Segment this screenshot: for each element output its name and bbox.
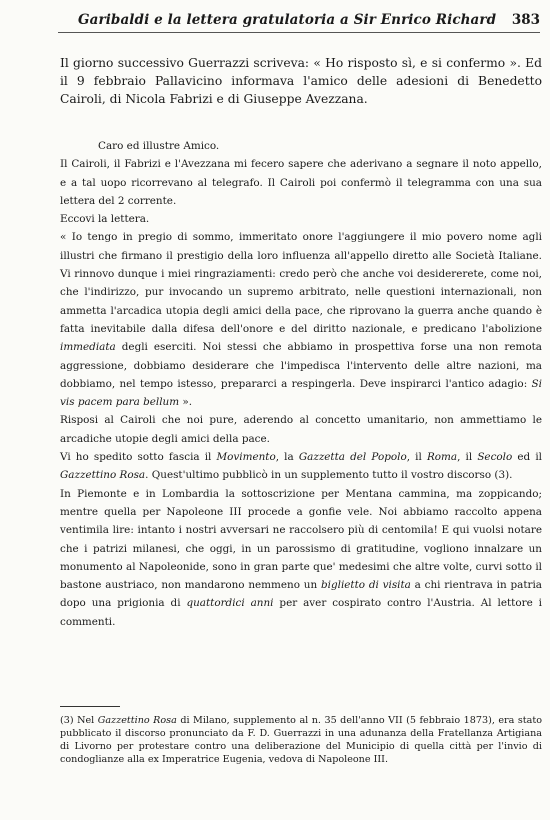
italic-emphasis: quattordici anni: [186, 597, 274, 610]
italic-emphasis: biglietto di visita: [321, 579, 411, 592]
text-span: ed il: [517, 451, 542, 464]
text-span: degli eserciti. Noi stessi che abbiamo in prospettiva forse una non remota aggressione, dobbiamo desiderare che l'impedisca l'intervento delle altre nazioni, ma dobbiamo, nel tempo istesso, prepararci a respingerla. Deve inspirarci l'antico adagio:: [60, 341, 542, 390]
letter-paragraph-6: [60, 485, 542, 631]
quoted-letter: [60, 137, 542, 631]
text-span: (3) Nel: [60, 715, 95, 726]
page-header: [58, 10, 540, 33]
newspaper-title: Gazzettino Rosa: [97, 715, 177, 726]
text-span: a chi rientrava in patria dopo una prigionia di: [60, 579, 542, 610]
letter-paragraph-1: Il Cairoli, il Fabrizi e l'Avezzana mi fecero sapere che aderivano a segnare il noto appello, e a tal uopo ricorrevano al telegrafo. Il Cairoli poi confermò il telegramma con una sua lettera del 2 corrente.: [60, 158, 542, 207]
letter-paragraph-5: [60, 448, 542, 485]
text-span: per aver cospirato contro l'Austria. Al lettore i commenti.: [60, 597, 542, 628]
latin-adage: Si vis pacem para bellum: [60, 377, 542, 409]
newspaper-title: Gazzetta del Popolo: [298, 451, 407, 464]
letter-paragraph-3: [60, 228, 542, 411]
text-span: , il: [457, 451, 473, 464]
running-title: Garibaldi e la lettera gratulatoria a Sir Enrico Richard: [78, 12, 497, 28]
italic-emphasis: immediata: [60, 341, 116, 354]
text-span: di Milano, supplemento al n. 35 dell'anno VII (5 febbraio 1873), era stato pubblicato il discorso pronunciato da F. D. Guerrazzi in una adunanza della Fratellanza Artigiana di Livorno per protestare contro una deliberazione del Municipio di quella città per l'invio di condoglianze alla ex Imperatrice Eugenia, vedova di Napoleone III.: [60, 715, 542, 765]
footnote-separator: [60, 706, 120, 707]
text-span: , la: [275, 451, 294, 464]
intro-text: Il giorno successivo Guerrazzi scriveva: « Ho risposto sì, e si confermo ». Ed il 9 febbraio Pallavicino informava l'amico delle adesioni di Benedetto Cairoli, di Nicola Fabrizi e di Giuseppe Avezzana.: [60, 56, 542, 106]
newspaper-title: Secolo: [477, 451, 513, 464]
text-span: « Io tengo in pregio di sommo, immeritato onore l'aggiungere il mio povero nome agli illustri che firmano il prestigio della loro influenza all'appello diretto alle Società Italiane. Vi rinnovo dunque i miei ringraziamenti: credo però che anche voi desidererete, come noi, che l'indirizzo, pur invocando un supremo arbitrato, nelle questioni internazionali, non ammetta l'arcadica utopia degli amici della pace, che riprovano la guerra anche quando è fatta inevitabile dalla difesa dell'onore e del diritto nazionale, e predicano l'abolizione: [60, 231, 542, 335]
footnote: [60, 714, 542, 766]
newspaper-title: Gazzettino Rosa: [60, 469, 146, 482]
letter-paragraph-4: Risposi al Cairoli che noi pure, aderendo al concetto umanitario, non ammettiamo le arcadiche utopie degli amici della pace.: [60, 414, 542, 445]
text-span: , il: [406, 451, 422, 464]
text-span: ».: [182, 396, 193, 409]
letter-salutation: Caro ed illustre Amico.: [98, 140, 220, 152]
newspaper-title: Movimento: [216, 451, 276, 464]
text-span: In Piemonte e in Lombardia la sottoscrizione per Mentana cammina, ma zoppicando; mentre quella per Napoleone III procede a gonfie vele. Noi abbiamo raccolto appena ventimila lire: intanto i nostri avversari ne raccolsero più di centomila! E qui vuolsi notare che i patrizi milanesi, che oggi, in un parossismo di gratitudine, vogliono innalzare un monumento al Napoleonide, sono in gran parte que' medesimi che altre volte, curvi sotto il bastone austriaco, non mandarono nemmeno un: [60, 487, 542, 592]
footnote-3: [60, 714, 542, 766]
letter-paragraph-2: Eccovi la lettera.: [60, 213, 150, 226]
text-span: . Quest'ultimo pubblicò in un supplemento tutto il vostro discorso (3).: [145, 469, 513, 482]
intro-paragraph: [60, 54, 542, 108]
text-span: Vi ho spedito sotto fascia il: [60, 451, 212, 464]
page-number: 383: [511, 12, 540, 28]
newspaper-title: Roma: [426, 451, 458, 464]
